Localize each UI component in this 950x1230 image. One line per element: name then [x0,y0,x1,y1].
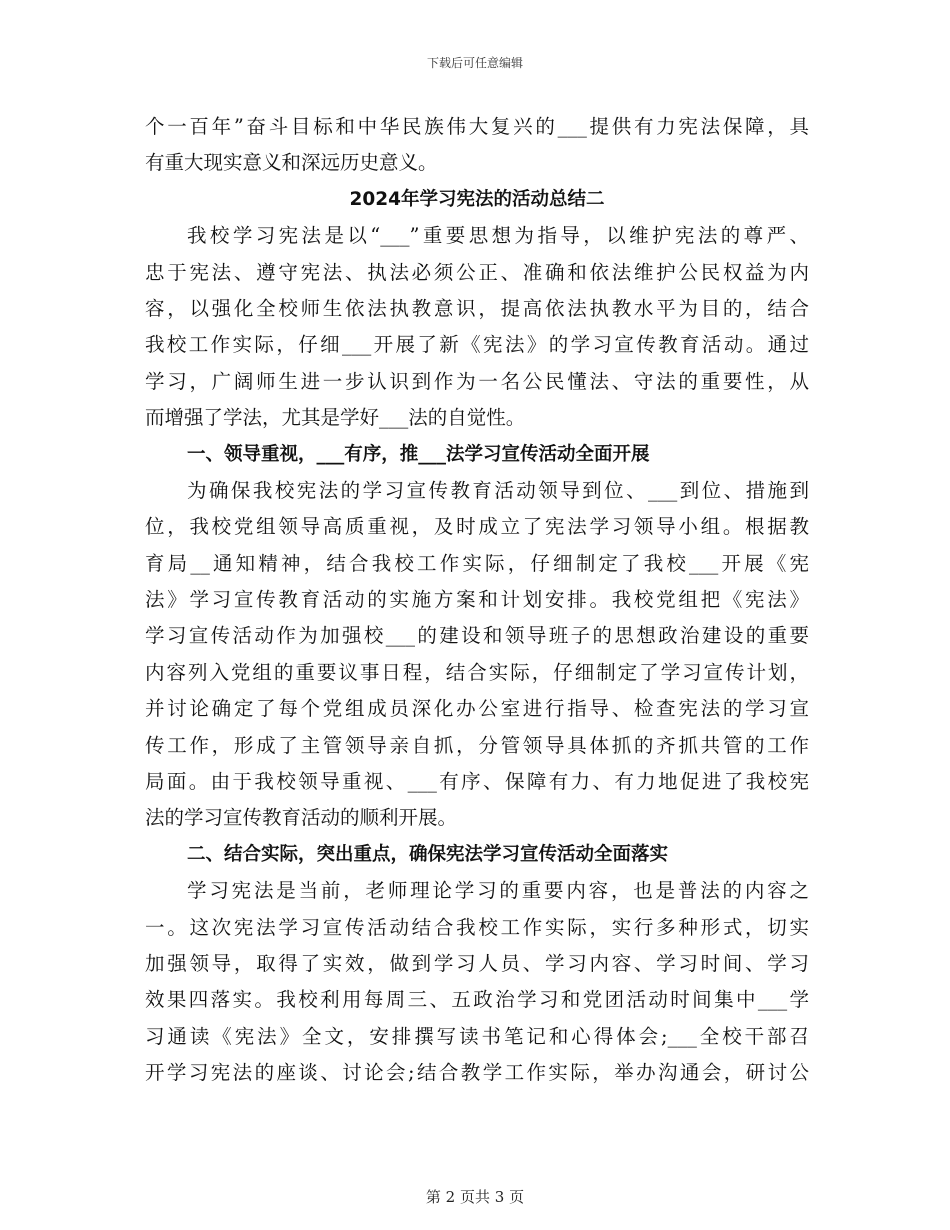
paragraph-line: 有重大现实意义和深远历史意义。 [145,151,438,175]
page-header: 下载后可任意编辑 [426,56,523,70]
paragraph-line: 效果四落实。我校利用每周三、五政治学习和党团活动时间集中___学 [145,988,809,1012]
paragraph-line: 局面。由于我校领导重视、___有序、保障有力、有力地促进了我校宪 [145,770,809,794]
paragraph-line: 一。这次宪法学习宣传活动结合我校工作实际，实行多种形式，切实 [145,915,809,939]
paragraph-line: 为确保我校宪法的学习宣传教育活动领导到位、___到位、措施到 [187,478,809,502]
paragraph-line: 内容列入党组的重要议事日程，结合实际，仔细制定了学习宣传计划， [145,660,809,684]
paragraph-line: 个一百年”奋斗目标和中华民族伟大复兴的___提供有力宪法保障，具 [145,115,809,138]
paragraph-line: 学习，广阔师生进一步认识到作为一名公民懂法、守法的重要性，从 [145,369,809,393]
paragraph-line: 加强领导，取得了实效，做到学习人员、学习内容、学习时间、学习 [145,951,809,975]
paragraph-line: 容，以强化全校师生依法执教意识，提高依法执教水平为目的，结合 [145,296,809,320]
section-title: 2024年学习宪法的活动总结二 [349,188,605,210]
paragraph-line: 学习宪法是当前，老师理论学习的重要内容，也是普法的内容之 [187,879,809,903]
section-heading: 二、结合实际，突出重点，确保宪法学习宣传活动全面落实 [187,843,669,865]
page-footer: 第 2 页共 3 页 [425,1188,525,1206]
paragraph-line: 传工作，形成了主管领导亲自抓，分管领导具体抓的齐抓共管的工作 [145,733,809,757]
paragraph-line: 忠于宪法、遵守宪法、执法必须公正、准确和依法维护公民权益为内 [145,260,809,284]
paragraph-line: 我校学习宪法是以“___”重要思想为指导，以维护宪法的尊严、 [187,224,809,248]
document-body [145,109,809,1092]
paragraph-line: 法的学习宣传教育活动的顺利开展。 [145,806,458,830]
paragraph-line: 而增强了学法，尤其是学好___法的自觉性。 [145,406,526,430]
paragraph-line: 法》学习宣传教育活动的实施方案和计划安排。我校党组把《宪法》 [145,588,809,612]
paragraph-line: 习通读《宪法》全文，安排撰写读书笔记和心得体会;___全校干部召 [145,1024,809,1048]
paragraph-line: 开学习宪法的座谈、讨论会;结合教学工作实际，举办沟通会，研讨公 [145,1061,809,1085]
paragraph-line: 位，我校党组领导高质重视，及时成立了宪法学习领导小组。根据教 [145,515,809,539]
paragraph-line: 我校工作实际，仔细___开展了新《宪法》的学习宣传教育活动。通过 [145,333,809,357]
paragraph-line: 并讨论确定了每个党组成员深化办公室进行指导、检查宪法的学习宣 [145,697,809,721]
paragraph-line: 育局__通知精神，结合我校工作实际，仔细制定了我校___开展《宪 [145,551,809,575]
section-heading: 一、领导重视，___有序，推___法学习宣传活动全面开展 [187,443,650,465]
paragraph-line: 学习宣传活动作为加强校___的建设和领导班子的思想政治建设的重要 [145,624,809,648]
